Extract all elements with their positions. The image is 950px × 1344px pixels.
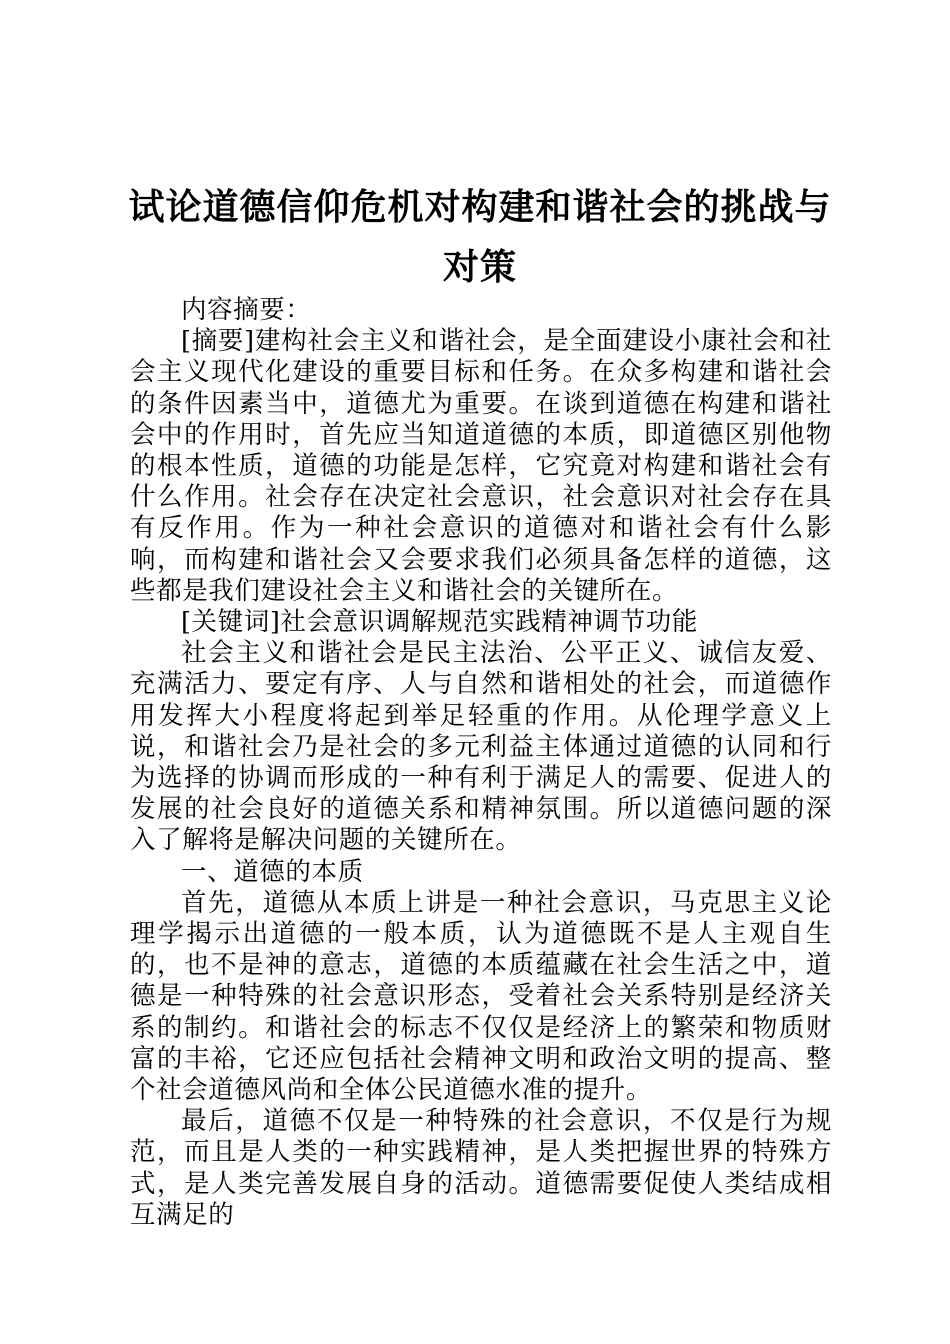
body-paragraph: 首先，道德从本质上讲是一种社会意识，马克思主义论理学揭示出道德的一般本质，认为道德既不是人主观自生的，也不是神的意志，道德的本质蕴藏在社会生活之中，道德是一种特殊的社会意识形态，受着社会关系特别是经济关系的制约。和谐社会的标志不仅仅是经济上的繁荣和物质财富的丰裕，它还应包括社会精神文明和政治文明的提高、整个社会道德风尚和全体公民道德水准的提升。 <box>130 887 832 1106</box>
abstract-paragraph: [摘要]建构社会主义和谐社会，是全面建设小康社会和社会主义现代化建设的重要目标和任务。在众多构建和谐社会的条件因素当中，道德尤为重要。在谈到道德在构建和谐社会中的作用时，首先应当知道道德的本质，即道德区别他物的根本性质，道德的功能是怎样，它究竟对构建和谐社会有什么作用。社会存在决定社会意识，社会意识对社会存在具有反作用。作为一种社会意识的道德对和谐社会有什么影响，而构建和谐社会又会要求我们必须具备怎样的道德，这些都是我们建设社会主义和谐社会的关键所在。 <box>130 326 832 606</box>
document-title: 试论道德信仰危机对构建和谐社会的挑战与对策 <box>128 187 832 288</box>
document-body <box>130 295 832 1231</box>
section-heading: 一、道德的本质 <box>181 856 364 887</box>
body-paragraph: 最后，道德不仅是一种特殊的社会意识，不仅是行为规范，而且是人类的一种实践精神，是人类把握世界的特殊方式，是人类完善发展自身的活动。道德需要促使人类结成相互满足的 <box>130 1106 832 1230</box>
keywords-paragraph: [关键词]社会意识调解规范实践精神调节功能 <box>181 607 698 638</box>
abstract-heading: 内容摘要： <box>181 295 312 325</box>
intro-paragraph: 社会主义和谐社会是民主法治、公平正义、诚信友爱、充满活力、要定有序、人与自然和谐相处的社会，而道德作用发挥大小程度将起到举足轻重的作用。从伦理学意义上说，和谐社会乃是社会的多元利益主体通过道德的认同和行为选择的协调而形成的一种有利于满足人的需要、促进人的发展的社会良好的道德关系和精神氛围。所以道德问题的深入了解将是解决问题的关键所在。 <box>130 638 832 856</box>
